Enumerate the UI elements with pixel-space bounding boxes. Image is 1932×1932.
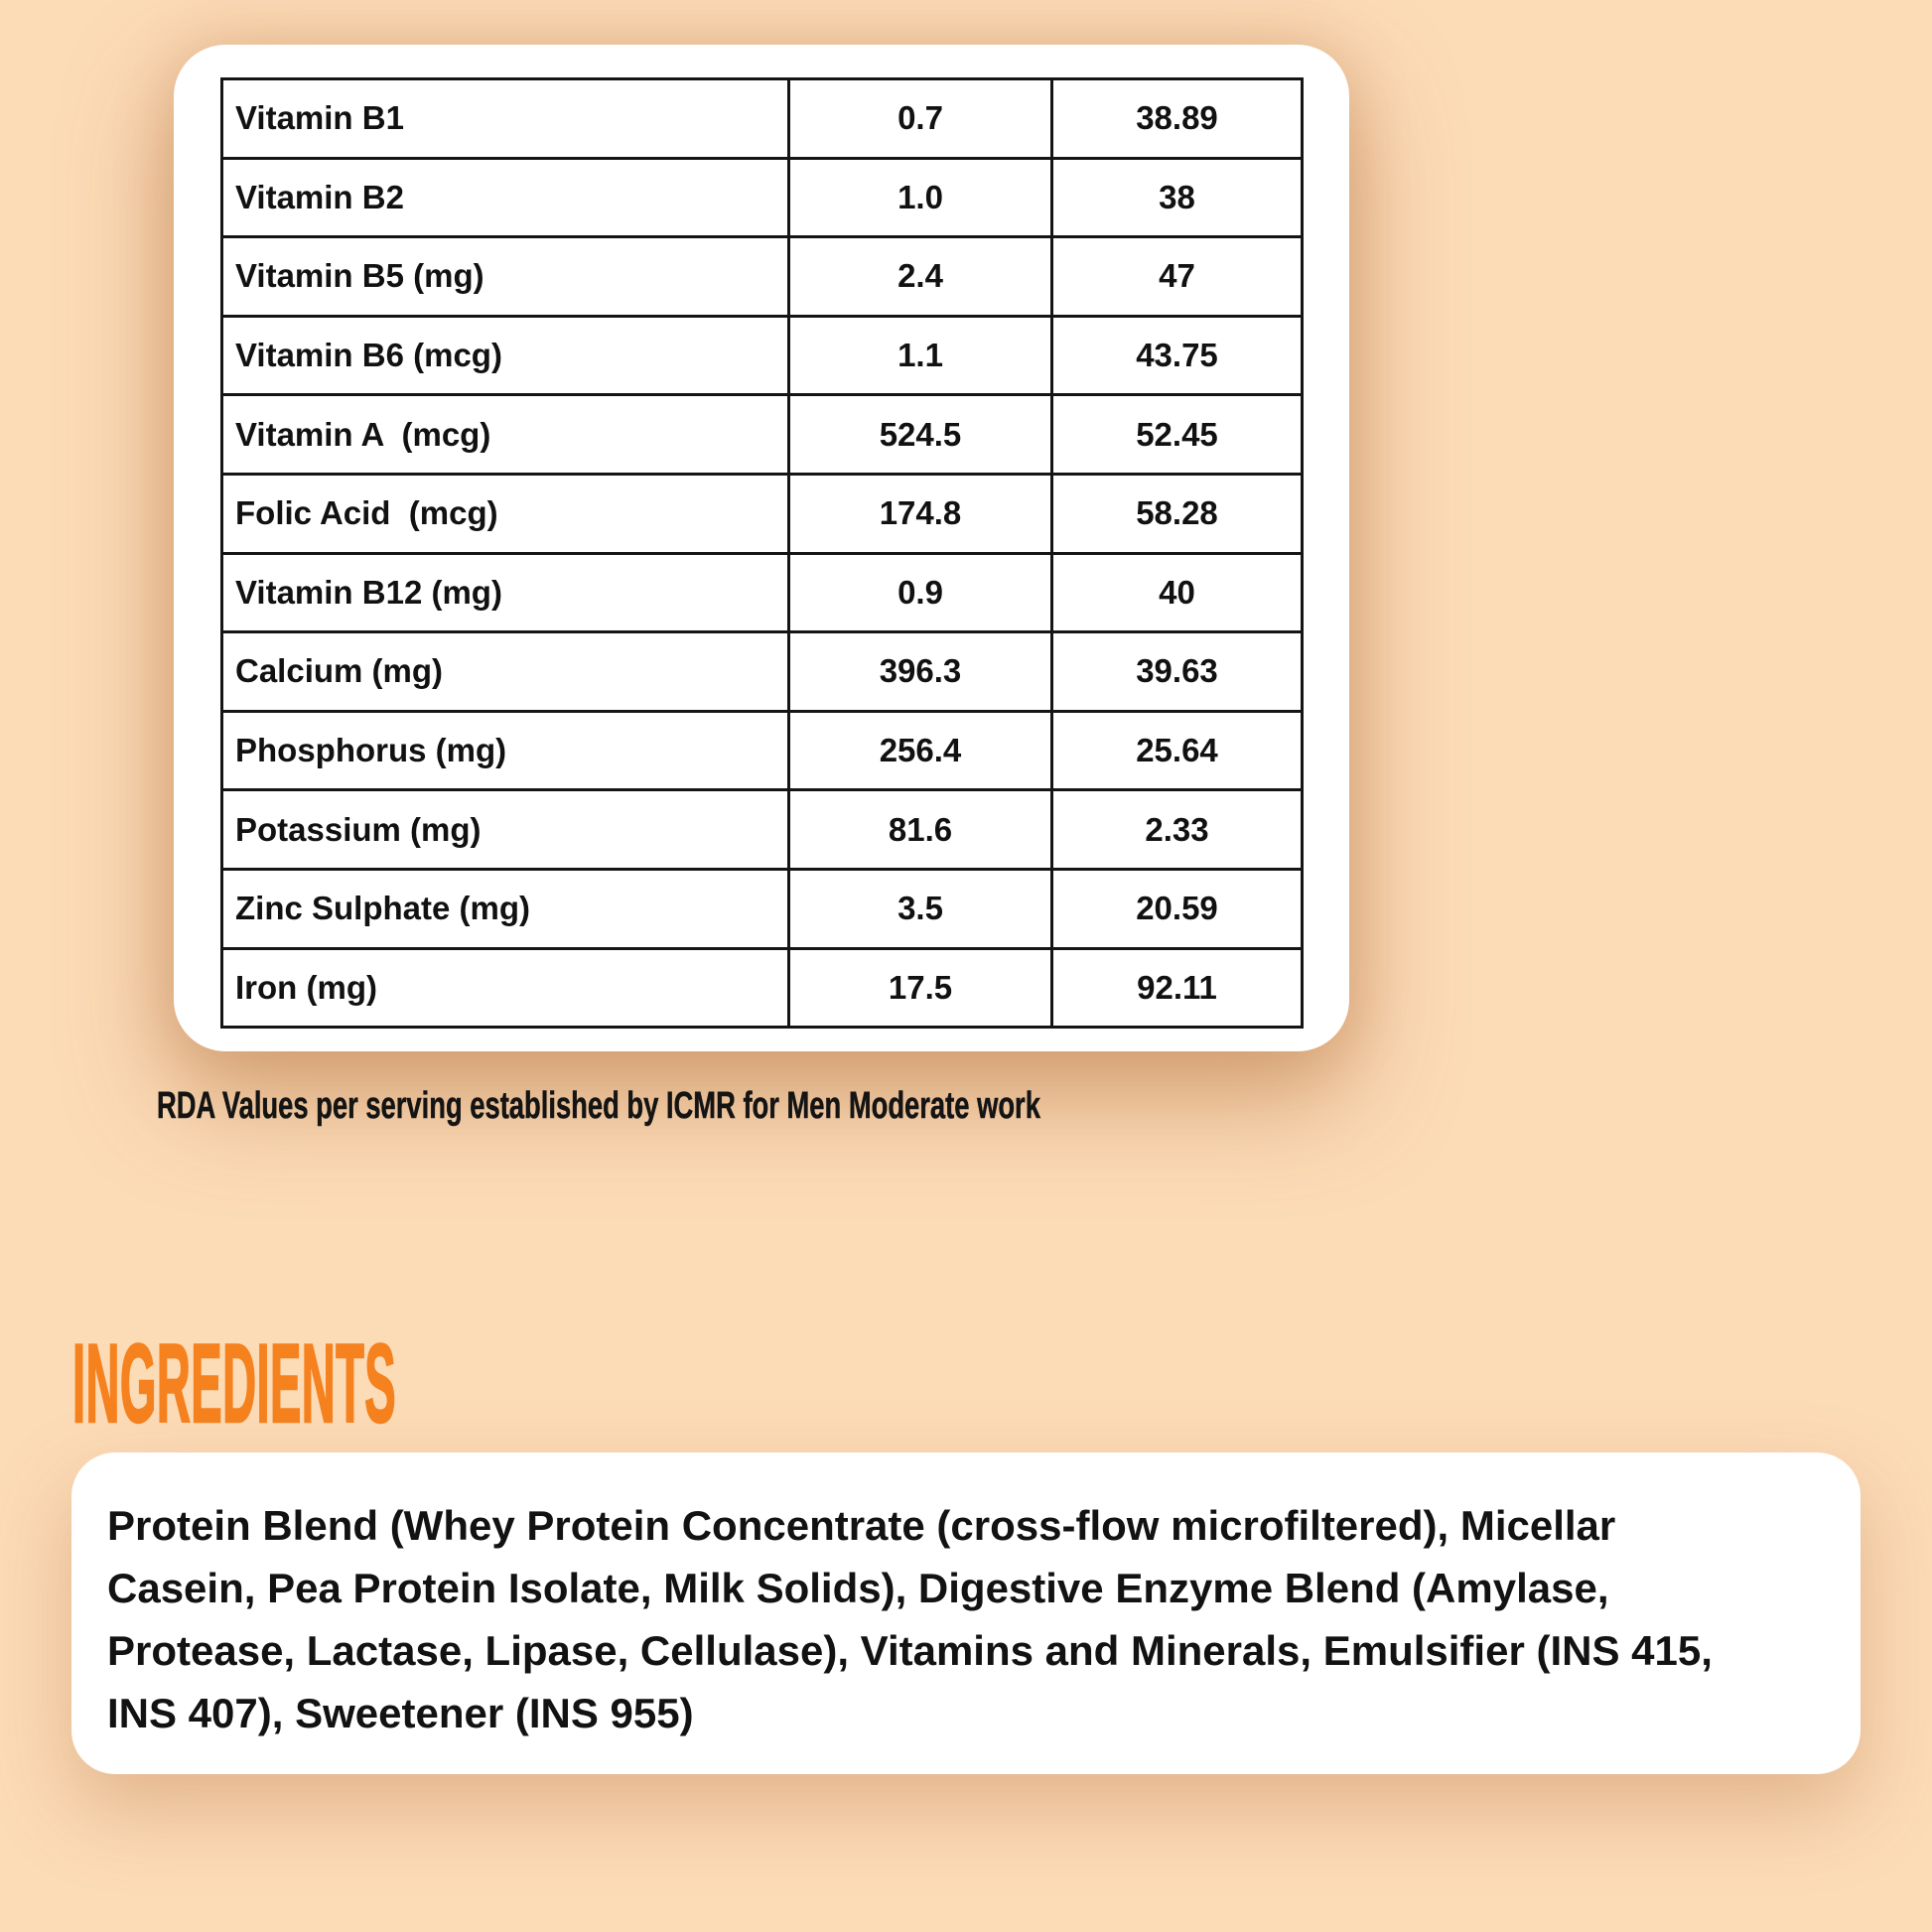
table-row [222,158,1303,237]
nutrient-amount: 1.1 [789,316,1052,395]
nutrient-amount: 174.8 [789,474,1052,553]
table-row [222,790,1303,870]
nutrient-name: Calcium (mg) [222,632,789,712]
nutrition-table [220,77,1304,1029]
ingredients-text [107,1494,1831,1744]
nutrient-rda-percent: 39.63 [1052,632,1303,712]
nutrient-name: Vitamin B5 (mg) [222,237,789,317]
table-row [222,553,1303,632]
nutrient-amount: 2.4 [789,237,1052,317]
nutrient-rda-percent: 2.33 [1052,790,1303,870]
ingredients-text-line: Casein, Pea Protein Isolate, Milk Solids), Digestive Enzyme Blend (Amylase, [107,1565,1609,1611]
nutrient-name: Vitamin B1 [222,79,789,159]
nutrient-rda-percent: 25.64 [1052,711,1303,790]
nutrient-amount: 17.5 [789,948,1052,1028]
table-row [222,395,1303,475]
nutrient-amount: 396.3 [789,632,1052,712]
nutrient-amount: 81.6 [789,790,1052,870]
nutrient-name: Vitamin A (mcg) [222,395,789,475]
nutrient-amount: 0.7 [789,79,1052,159]
nutrient-name: Vitamin B12 (mg) [222,553,789,632]
ingredients-text-line: Protease, Lactase, Lipase, Cellulase), Vitamins and Minerals, Emulsifier (INS 415, [107,1627,1713,1674]
table-row [222,869,1303,948]
table-row [222,474,1303,553]
nutrient-name: Folic Acid (mcg) [222,474,789,553]
nutrient-rda-percent: 58.28 [1052,474,1303,553]
nutrient-amount: 3.5 [789,869,1052,948]
table-row [222,79,1303,159]
nutrient-amount: 256.4 [789,711,1052,790]
nutrient-rda-percent: 20.59 [1052,869,1303,948]
nutrient-rda-percent: 92.11 [1052,948,1303,1028]
nutrient-rda-percent: 38.89 [1052,79,1303,159]
table-row [222,711,1303,790]
ingredients-text-line: Protein Blend (Whey Protein Concentrate (cross-flow microfiltered), Micellar [107,1502,1616,1549]
nutrient-rda-percent: 40 [1052,553,1303,632]
nutrient-amount: 1.0 [789,158,1052,237]
ingredients-card [71,1452,1861,1774]
table-row [222,316,1303,395]
rda-caption: RDA Values per serving established by ICMR for Men Moderate work [157,1085,1040,1127]
nutrient-name: Iron (mg) [222,948,789,1028]
table-row [222,237,1303,317]
table-row [222,948,1303,1028]
nutrient-amount: 524.5 [789,395,1052,475]
nutrient-name: Zinc Sulphate (mg) [222,869,789,948]
nutrient-name: Vitamin B6 (mcg) [222,316,789,395]
nutrient-rda-percent: 43.75 [1052,316,1303,395]
nutrient-rda-percent: 38 [1052,158,1303,237]
nutrient-amount: 0.9 [789,553,1052,632]
nutrient-name: Phosphorus (mg) [222,711,789,790]
nutrition-table-card [174,45,1349,1051]
ingredients-heading: INGREDIENTS [72,1321,397,1446]
table-row [222,632,1303,712]
nutrient-rda-percent: 47 [1052,237,1303,317]
nutrient-rda-percent: 52.45 [1052,395,1303,475]
nutrient-name: Vitamin B2 [222,158,789,237]
nutrient-name: Potassium (mg) [222,790,789,870]
ingredients-text-line: INS 407), Sweetener (INS 955) [107,1690,694,1736]
